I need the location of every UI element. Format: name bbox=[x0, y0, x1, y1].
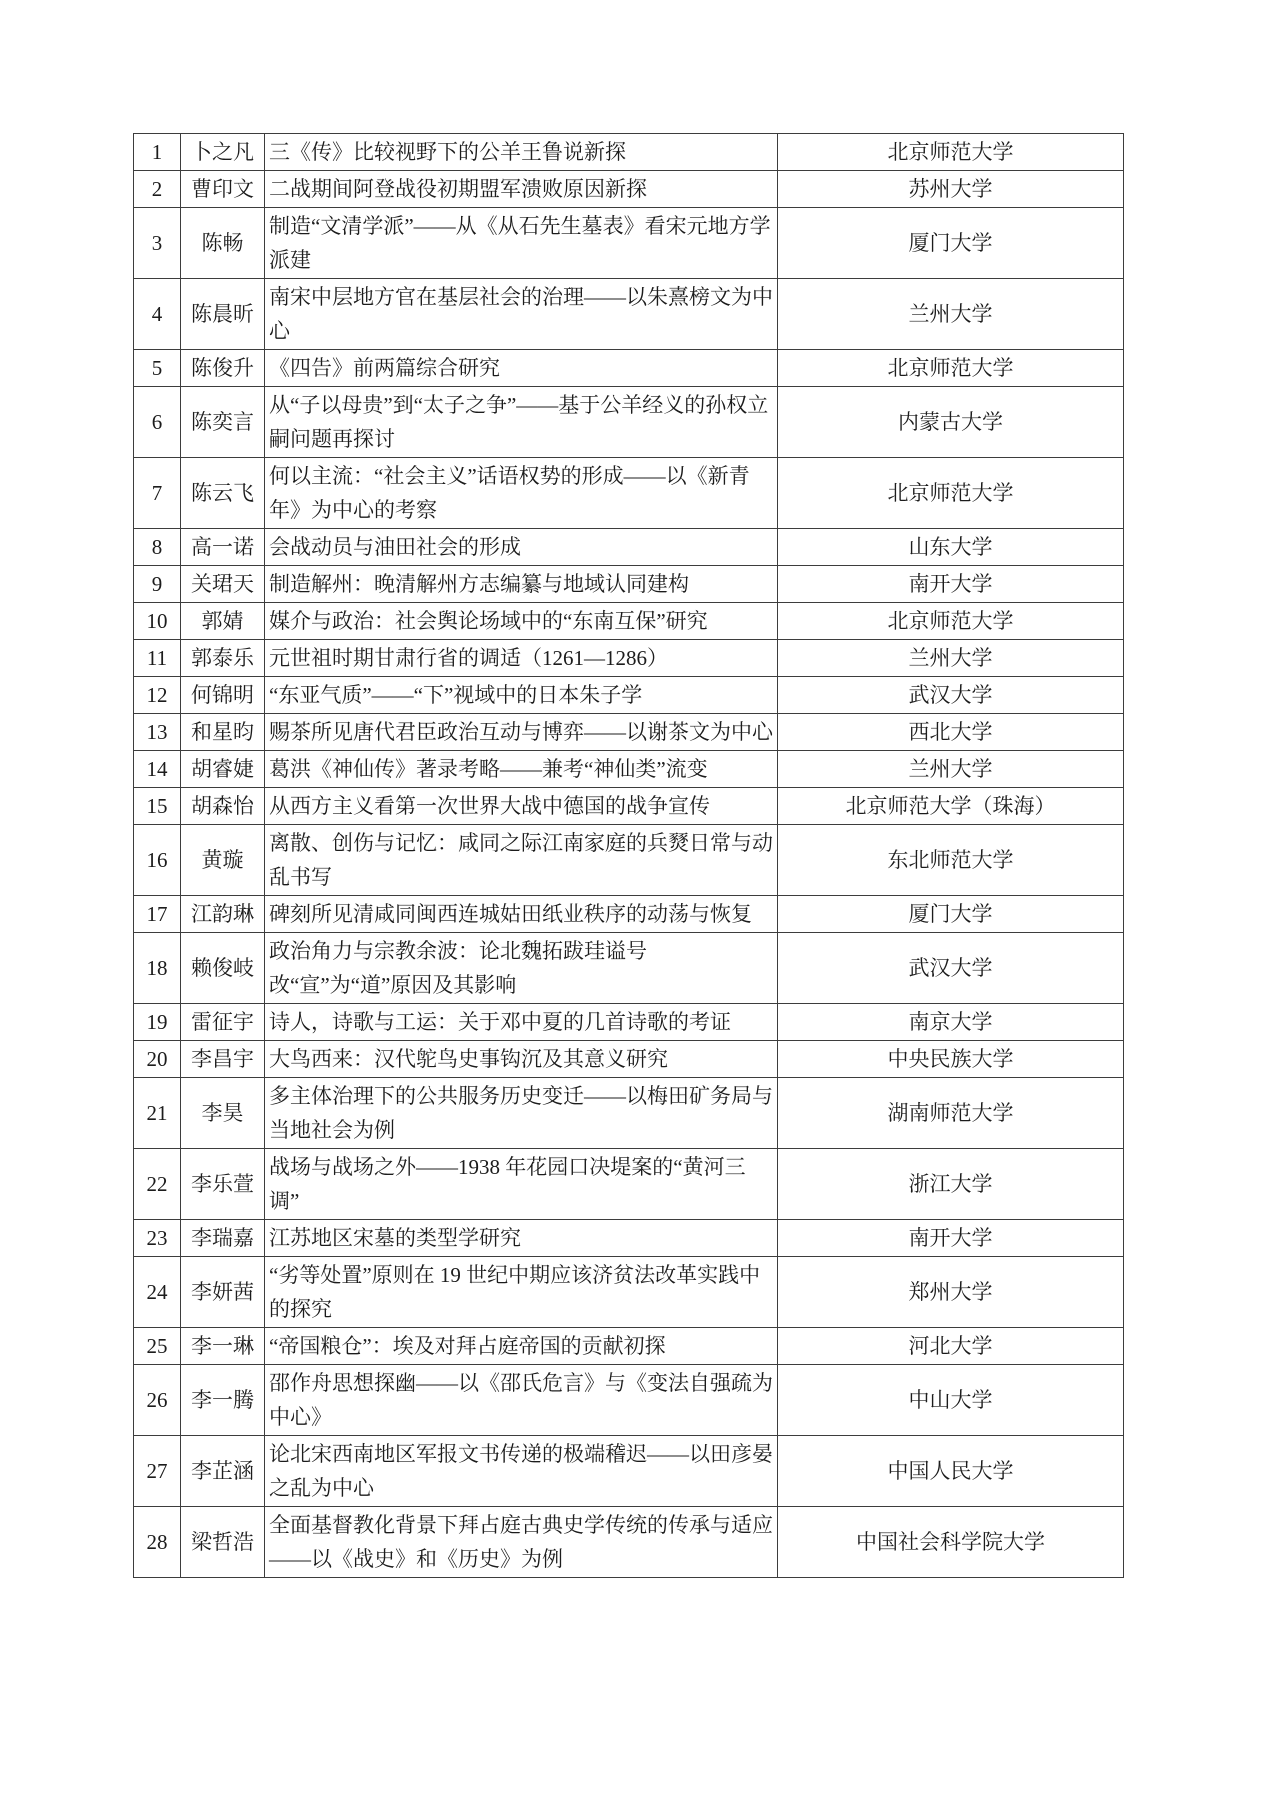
paper-title: 多主体治理下的公共服务历史变迁——以梅田矿务局与当地社会为例 bbox=[265, 1078, 778, 1149]
paper-title: 江苏地区宋墓的类型学研究 bbox=[265, 1220, 778, 1257]
table-row bbox=[134, 279, 1124, 350]
table-row bbox=[134, 1257, 1124, 1328]
paper-title: 从西方主义看第一次世界大战中德国的战争宣传 bbox=[265, 788, 778, 825]
student-name: 李乐萱 bbox=[181, 1149, 265, 1220]
table-row bbox=[134, 1004, 1124, 1041]
paper-title: 元世祖时期甘肃行省的调适（1261—1286） bbox=[265, 640, 778, 677]
row-number: 19 bbox=[134, 1004, 181, 1041]
paper-title: 政治角力与宗教余波：论北魏拓跋珪谥号改“宣”为“道”原因及其影响 bbox=[265, 933, 778, 1004]
paper-title: 赐茶所见唐代君臣政治互动与博弈——以谢茶文为中心 bbox=[265, 714, 778, 751]
student-name: 陈云飞 bbox=[181, 458, 265, 529]
row-number: 22 bbox=[134, 1149, 181, 1220]
paper-title: 媒介与政治：社会舆论场域中的“东南互保”研究 bbox=[265, 603, 778, 640]
student-name: 陈奕言 bbox=[181, 387, 265, 458]
university: 南开大学 bbox=[778, 566, 1124, 603]
student-name: 关珺天 bbox=[181, 566, 265, 603]
student-name: 李昊 bbox=[181, 1078, 265, 1149]
university: 西北大学 bbox=[778, 714, 1124, 751]
university: 湖南师范大学 bbox=[778, 1078, 1124, 1149]
university: 中国社会科学院大学 bbox=[778, 1507, 1124, 1578]
student-name: 李一琳 bbox=[181, 1328, 265, 1365]
student-name: 何锦明 bbox=[181, 677, 265, 714]
row-number: 2 bbox=[134, 171, 181, 208]
paper-title: 二战期间阿登战役初期盟军溃败原因新探 bbox=[265, 171, 778, 208]
university: 南开大学 bbox=[778, 1220, 1124, 1257]
table-row bbox=[134, 1220, 1124, 1257]
table-row bbox=[134, 825, 1124, 896]
table-row bbox=[134, 1507, 1124, 1578]
student-name: 李一腾 bbox=[181, 1365, 265, 1436]
student-name: 黄璇 bbox=[181, 825, 265, 896]
row-number: 26 bbox=[134, 1365, 181, 1436]
university: 河北大学 bbox=[778, 1328, 1124, 1365]
paper-title: 论北宋西南地区军报文书传递的极端稽迟——以田彦晏之乱为中心 bbox=[265, 1436, 778, 1507]
student-name: 李昌宇 bbox=[181, 1041, 265, 1078]
table-row bbox=[134, 134, 1124, 171]
student-name: 胡睿婕 bbox=[181, 751, 265, 788]
university: 厦门大学 bbox=[778, 208, 1124, 279]
row-number: 21 bbox=[134, 1078, 181, 1149]
student-name: 李芷涵 bbox=[181, 1436, 265, 1507]
student-name: 曹印文 bbox=[181, 171, 265, 208]
row-number: 14 bbox=[134, 751, 181, 788]
paper-list-table bbox=[133, 133, 1124, 1578]
university: 中山大学 bbox=[778, 1365, 1124, 1436]
row-number: 10 bbox=[134, 603, 181, 640]
row-number: 3 bbox=[134, 208, 181, 279]
student-name: 陈俊升 bbox=[181, 350, 265, 387]
table-row bbox=[134, 208, 1124, 279]
table-row bbox=[134, 1328, 1124, 1365]
row-number: 16 bbox=[134, 825, 181, 896]
table-row bbox=[134, 677, 1124, 714]
paper-title: 《四告》前两篇综合研究 bbox=[265, 350, 778, 387]
table-row bbox=[134, 933, 1124, 1004]
university: 北京师范大学 bbox=[778, 134, 1124, 171]
paper-title: 大鸟西来：汉代鸵鸟史事钩沉及其意义研究 bbox=[265, 1041, 778, 1078]
paper-title: “劣等处置”原则在 19 世纪中期应该济贫法改革实践中的探究 bbox=[265, 1257, 778, 1328]
row-number: 8 bbox=[134, 529, 181, 566]
row-number: 4 bbox=[134, 279, 181, 350]
row-number: 25 bbox=[134, 1328, 181, 1365]
table-row bbox=[134, 603, 1124, 640]
row-number: 9 bbox=[134, 566, 181, 603]
university: 厦门大学 bbox=[778, 896, 1124, 933]
row-number: 15 bbox=[134, 788, 181, 825]
row-number: 6 bbox=[134, 387, 181, 458]
paper-title: 制造解州：晚清解州方志编纂与地域认同建构 bbox=[265, 566, 778, 603]
university: 武汉大学 bbox=[778, 677, 1124, 714]
row-number: 24 bbox=[134, 1257, 181, 1328]
paper-title: 战场与战场之外——1938 年花园口决堤案的“黄河三调” bbox=[265, 1149, 778, 1220]
table-row bbox=[134, 171, 1124, 208]
university: 武汉大学 bbox=[778, 933, 1124, 1004]
university: 南京大学 bbox=[778, 1004, 1124, 1041]
row-number: 1 bbox=[134, 134, 181, 171]
student-name: 郭泰乐 bbox=[181, 640, 265, 677]
paper-title: 碑刻所见清咸同闽西连城姑田纸业秩序的动荡与恢复 bbox=[265, 896, 778, 933]
university: 内蒙古大学 bbox=[778, 387, 1124, 458]
row-number: 13 bbox=[134, 714, 181, 751]
student-name: 郭婧 bbox=[181, 603, 265, 640]
university: 山东大学 bbox=[778, 529, 1124, 566]
university: 兰州大学 bbox=[778, 751, 1124, 788]
university: 北京师范大学 bbox=[778, 603, 1124, 640]
student-name: 江韵琳 bbox=[181, 896, 265, 933]
student-name: 陈晨昕 bbox=[181, 279, 265, 350]
paper-title: “帝国粮仓”：埃及对拜占庭帝国的贡献初探 bbox=[265, 1328, 778, 1365]
paper-title: 从“子以母贵”到“太子之争”——基于公羊经义的孙权立嗣问题再探讨 bbox=[265, 387, 778, 458]
student-name: 陈畅 bbox=[181, 208, 265, 279]
table-row bbox=[134, 640, 1124, 677]
table-row bbox=[134, 788, 1124, 825]
table-row bbox=[134, 896, 1124, 933]
university: 中央民族大学 bbox=[778, 1041, 1124, 1078]
paper-title: 三《传》比较视野下的公羊王鲁说新探 bbox=[265, 134, 778, 171]
student-name: 胡森怡 bbox=[181, 788, 265, 825]
table-row bbox=[134, 1149, 1124, 1220]
student-name: 高一诺 bbox=[181, 529, 265, 566]
row-number: 5 bbox=[134, 350, 181, 387]
table-row bbox=[134, 458, 1124, 529]
paper-table-body bbox=[134, 134, 1124, 1578]
paper-title: 会战动员与油田社会的形成 bbox=[265, 529, 778, 566]
row-number: 23 bbox=[134, 1220, 181, 1257]
university: 浙江大学 bbox=[778, 1149, 1124, 1220]
paper-title: “东亚气质”——“下”视域中的日本朱子学 bbox=[265, 677, 778, 714]
paper-title: 离散、创伤与记忆：咸同之际江南家庭的兵燹日常与动乱书写 bbox=[265, 825, 778, 896]
university: 兰州大学 bbox=[778, 279, 1124, 350]
university: 郑州大学 bbox=[778, 1257, 1124, 1328]
paper-title: 葛洪《神仙传》著录考略——兼考“神仙类”流变 bbox=[265, 751, 778, 788]
table-row bbox=[134, 714, 1124, 751]
student-name: 雷征宇 bbox=[181, 1004, 265, 1041]
table-row bbox=[134, 751, 1124, 788]
table-row bbox=[134, 1041, 1124, 1078]
row-number: 12 bbox=[134, 677, 181, 714]
student-name: 赖俊岐 bbox=[181, 933, 265, 1004]
paper-title: 诗人，诗歌与工运：关于邓中夏的几首诗歌的考证 bbox=[265, 1004, 778, 1041]
table-row bbox=[134, 566, 1124, 603]
university: 兰州大学 bbox=[778, 640, 1124, 677]
paper-title: 邵作舟思想探幽——以《邵氏危言》与《变法自强疏为中心》 bbox=[265, 1365, 778, 1436]
student-name: 和星昀 bbox=[181, 714, 265, 751]
row-number: 28 bbox=[134, 1507, 181, 1578]
paper-title: 何以主流：“社会主义”话语权势的形成——以《新青年》为中心的考察 bbox=[265, 458, 778, 529]
table-row bbox=[134, 1365, 1124, 1436]
table-row bbox=[134, 1078, 1124, 1149]
student-name: 李妍茜 bbox=[181, 1257, 265, 1328]
row-number: 18 bbox=[134, 933, 181, 1004]
paper-title: 南宋中层地方官在基层社会的治理——以朱熹榜文为中心 bbox=[265, 279, 778, 350]
row-number: 20 bbox=[134, 1041, 181, 1078]
student-name: 李瑞嘉 bbox=[181, 1220, 265, 1257]
university: 东北师范大学 bbox=[778, 825, 1124, 896]
university: 北京师范大学 bbox=[778, 350, 1124, 387]
student-name: 梁哲浩 bbox=[181, 1507, 265, 1578]
table-row bbox=[134, 1436, 1124, 1507]
row-number: 27 bbox=[134, 1436, 181, 1507]
table-row bbox=[134, 350, 1124, 387]
table-row bbox=[134, 387, 1124, 458]
row-number: 7 bbox=[134, 458, 181, 529]
university: 苏州大学 bbox=[778, 171, 1124, 208]
university: 中国人民大学 bbox=[778, 1436, 1124, 1507]
student-name: 卜之凡 bbox=[181, 134, 265, 171]
table-row bbox=[134, 529, 1124, 566]
row-number: 11 bbox=[134, 640, 181, 677]
row-number: 17 bbox=[134, 896, 181, 933]
paper-title: 全面基督教化背景下拜占庭古典史学传统的传承与适应——以《战史》和《历史》为例 bbox=[265, 1507, 778, 1578]
university: 北京师范大学 bbox=[778, 458, 1124, 529]
paper-title: 制造“文清学派”——从《从石先生墓表》看宋元地方学派建 bbox=[265, 208, 778, 279]
university: 北京师范大学（珠海） bbox=[778, 788, 1124, 825]
